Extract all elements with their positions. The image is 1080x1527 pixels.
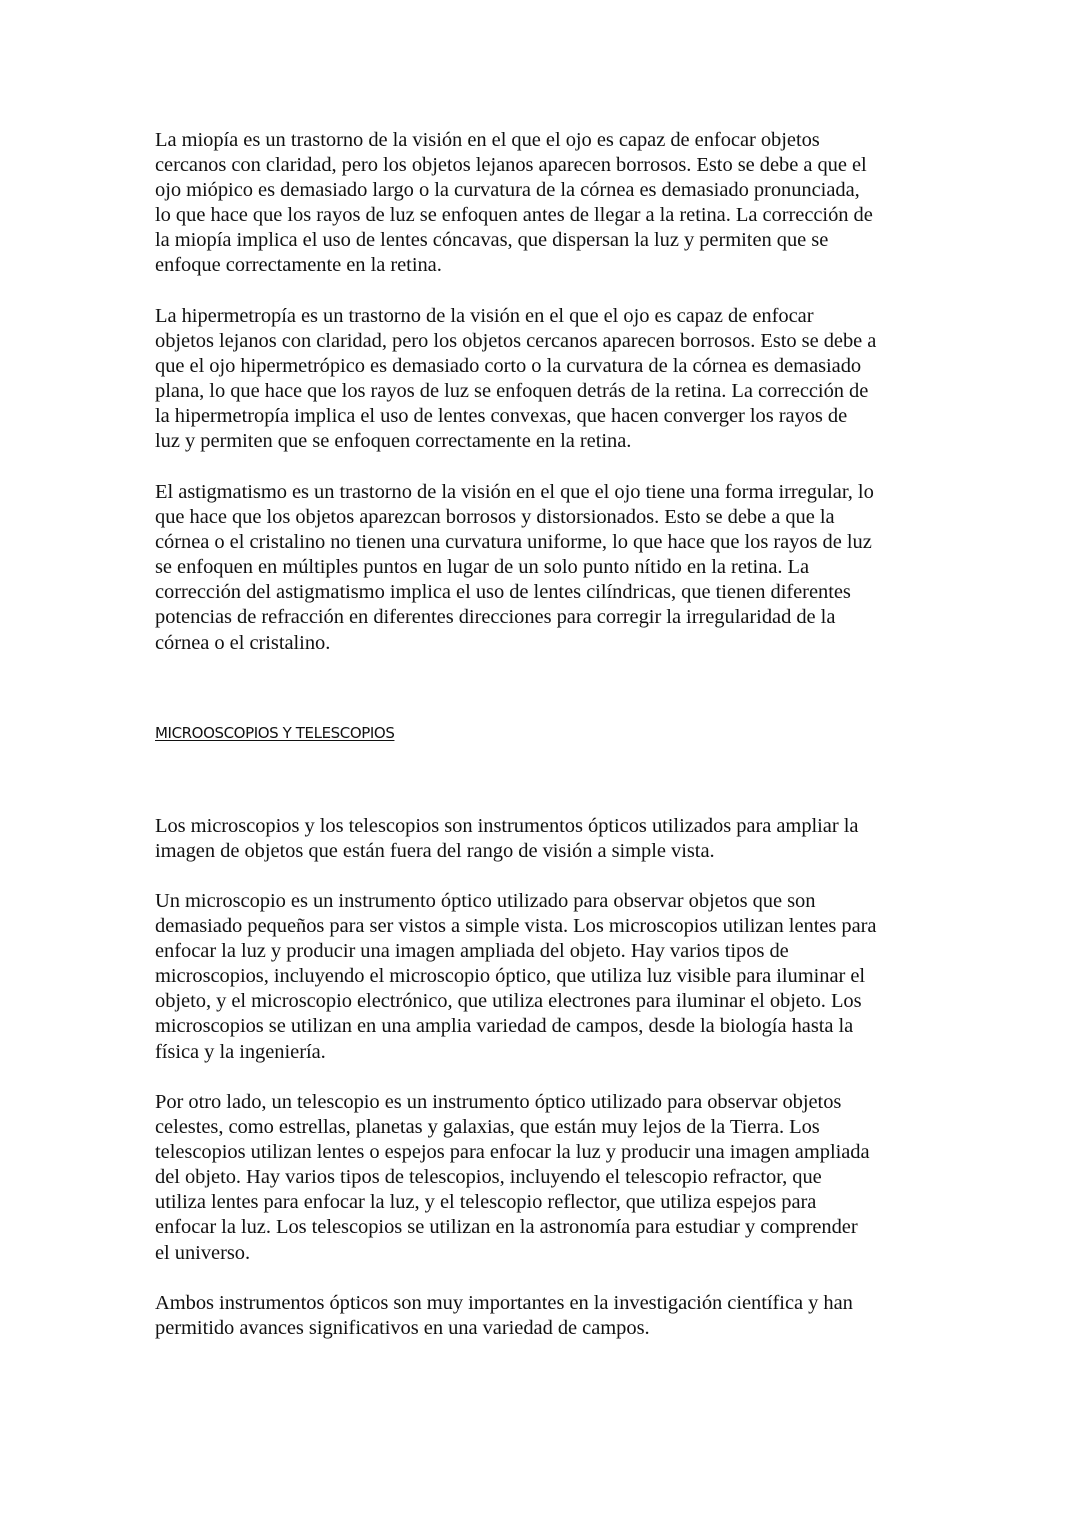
text-line: física y la ingeniería. xyxy=(155,1040,326,1063)
text-line: demasiado pequeños para ser vistos a simple vista. Los microscopios utilizan lentes para xyxy=(155,915,877,938)
text-line: luz y permiten que se enfoquen correctamente en la retina. xyxy=(155,430,632,453)
text-line: córnea o el cristalino. xyxy=(155,631,331,654)
text-line: imagen de objetos que están fuera del rango de visión a simple vista. xyxy=(155,840,715,863)
paragraph-intro-instrumentos xyxy=(155,814,930,864)
text-line: enfocar la luz. Los telescopios se utilizan en la astronomía para estudiar y comprender xyxy=(155,1216,858,1239)
text-line: se enfoquen en múltiples puntos en lugar de un solo punto nítido en la retina. La xyxy=(155,556,810,579)
text-line: lo que hace que los rayos de luz se enfoquen antes de llegar a la retina. La corrección de xyxy=(155,204,873,227)
text-line: Los microscopios y los telescopios son instrumentos ópticos utilizados para ampliar la xyxy=(155,815,859,837)
text-line: que hace que los objetos aparezcan borrosos y distorsionados. Esto se debe a que la xyxy=(155,506,835,529)
text-line: cercanos con claridad, pero los objetos lejanos aparecen borrosos. Esto se debe a que el xyxy=(155,154,867,177)
text-line: la miopía implica el uso de lentes cóncavas, que dispersan la luz y permiten que se xyxy=(155,229,829,252)
text-line: utiliza lentes para enfocar la luz, y el telescopio reflector, que utiliza espejos para xyxy=(155,1191,817,1214)
text-line: permitido avances significativos en una variedad de campos. xyxy=(155,1317,650,1340)
text-line: plana, lo que hace que los rayos de luz se enfoquen detrás de la retina. La corrección de xyxy=(155,380,869,403)
text-line: El astigmatismo es un trastorno de la visión en el que el ojo tiene una forma irregular, lo xyxy=(155,481,874,503)
paragraph-miopia xyxy=(155,128,930,279)
text-line: objetos lejanos con claridad, pero los objetos cercanos aparecen borrosos. Esto se debe a xyxy=(155,330,877,353)
text-line: que el ojo hipermetrópico es demasiado corto o la curvatura de la córnea es demasiado xyxy=(155,355,862,378)
paragraph-telescopio xyxy=(155,1090,930,1266)
text-line: La hipermetropía es un trastorno de la visión en el que el ojo es capaz de enfocar xyxy=(155,305,814,327)
text-line: objeto, y el microscopio electrónico, que utiliza electrones para iluminar el objeto. Los xyxy=(155,990,862,1013)
text-line: del objeto. Hay varios tipos de telescopios, incluyendo el telescopio refractor, que xyxy=(155,1166,822,1189)
text-line: córnea o el cristalino no tienen una curvatura uniforme, lo que hace que los rayos de luz xyxy=(155,531,872,554)
text-line: telescopios utilizan lentes o espejos para enfocar la luz y producir una imagen ampliada xyxy=(155,1141,870,1164)
text-line: microscopios, incluyendo el microscopio óptico, que utiliza luz visible para iluminar el xyxy=(155,965,866,988)
text-line: el universo. xyxy=(155,1241,251,1264)
text-line: ojo miópico es demasiado largo o la curvatura de la córnea es demasiado pronunciada, xyxy=(155,179,860,202)
paragraph-hipermetropia xyxy=(155,304,930,455)
paragraph-microscopio xyxy=(155,889,930,1065)
text-line: microscopios se utilizan en una amplia variedad de campos, desde la biología hasta la xyxy=(155,1015,854,1038)
section-heading: MICROOSCOPIOS Y TELESCOPIOS xyxy=(155,724,395,742)
paragraph-astigmatismo xyxy=(155,480,930,656)
text-line: enfocar la luz y producir una imagen ampliada del objeto. Hay varios tipos de xyxy=(155,940,789,963)
text-line: enfoque correctamente en la retina. xyxy=(155,254,442,277)
text-line: la hipermetropía implica el uso de lentes convexas, que hacen converger los rayos de xyxy=(155,405,848,428)
text-line: La miopía es un trastorno de la visión en el que el ojo es capaz de enfocar objetos xyxy=(155,129,820,151)
text-line: Ambos instrumentos ópticos son muy importantes en la investigación científica y han xyxy=(155,1292,853,1314)
text-line: celestes, como estrellas, planetas y galaxias, que están muy lejos de la Tierra. Los xyxy=(155,1116,820,1139)
text-line: Por otro lado, un telescopio es un instrumento óptico utilizado para observar objetos xyxy=(155,1091,842,1113)
text-line: Un microscopio es un instrumento óptico utilizado para observar objetos que son xyxy=(155,890,816,912)
text-line: potencias de refracción en diferentes direcciones para corregir la irregularidad de la xyxy=(155,606,836,629)
text-line: corrección del astigmatismo implica el uso de lentes cilíndricas, que tienen diferentes xyxy=(155,581,851,604)
paragraph-conclusion xyxy=(155,1291,930,1341)
